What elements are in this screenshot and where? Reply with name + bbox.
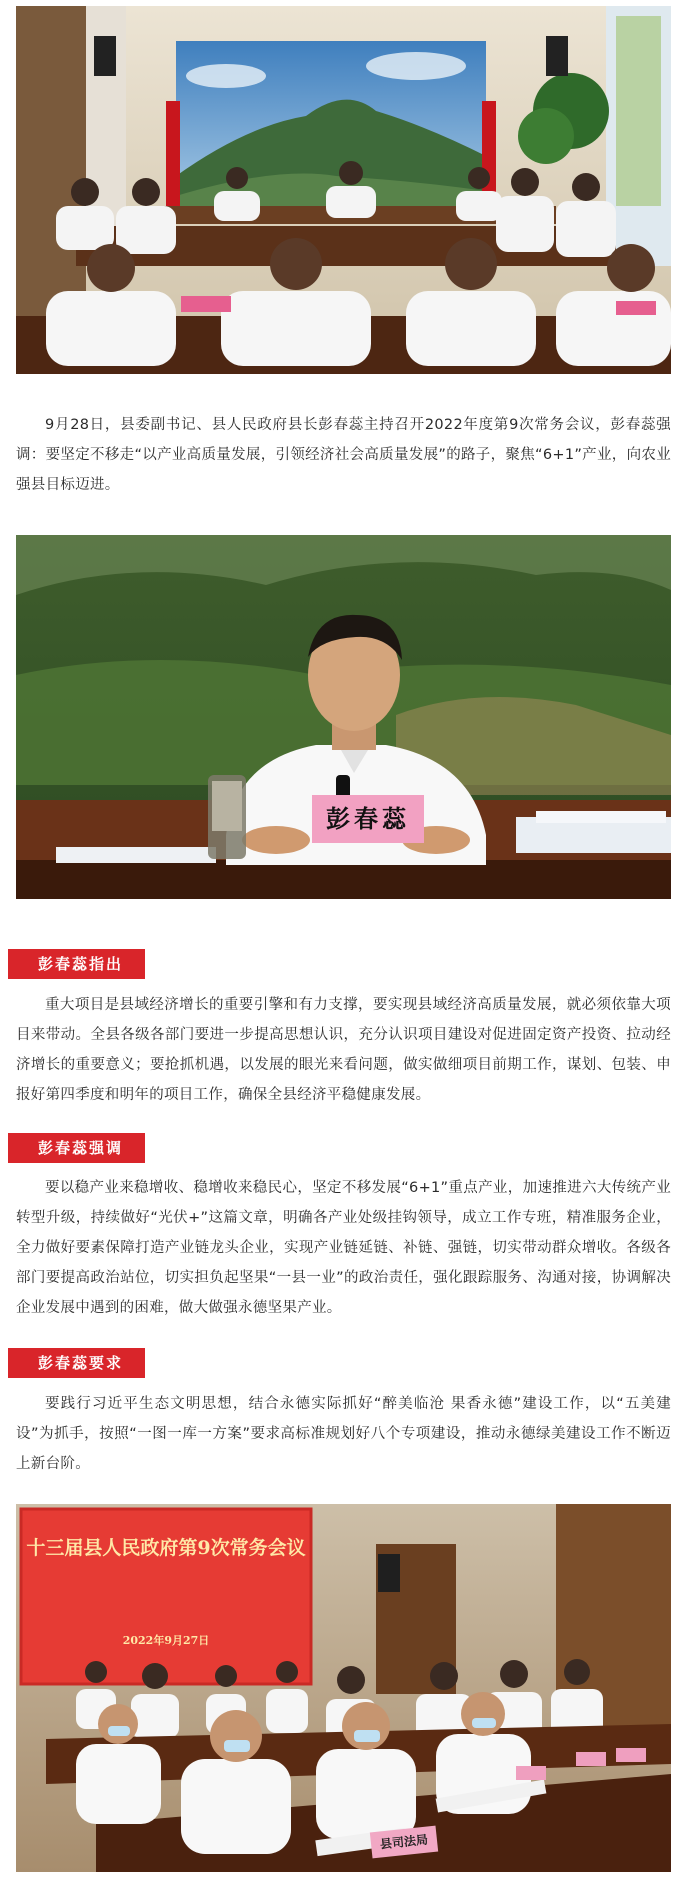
- section2-paragraph: 要以稳产业来稳增收、稳增收来稳民心，坚定不移发展“6+1”重点产业，加速推进六大传统产业转型升级，持续做好“光伏+”这篇文章，明确各产业处级挂钩领导，成立工作专班，精准服务企业，全力做好要素保障打造产业链龙头企业，实现产业链延链、补链、强链，切实带动群众增收。各级各部门要提高政治站位，切实担负起坚果“一县一业”的政治责任，强化跟踪服务、沟通对接，协调解决企业发展中遇到的困难，做大做强永德坚果产业。: [16, 1180, 671, 1316]
- section3-paragraph: 要践行习近平生态文明思想，结合永德实际抓好“醉美临沧 果香永德”建设工作，以“五美建设”为抓手，按照“一图一库一方案”要求高标准规划好八个专项建设，推动永德绿美建设工作不断迈上新台阶。: [16, 1396, 671, 1472]
- speaker-photo: [16, 535, 671, 899]
- section-tag-2: 彭春蕊强调: [8, 1133, 145, 1163]
- nameplate: 彭春蕊: [312, 795, 424, 843]
- intro-paragraph: 9月28日，县委副书记、县人民政府县长彭春蕊主持召开2022年度第9次常务会议，彭春蕊强调：要坚定不移走“以产业高质量发展，引领经济社会高质量发展”的路子，聚焦“6+1”产业，向农业强县目标迈进。: [16, 417, 671, 493]
- meeting-photo-wide: [16, 6, 671, 374]
- section-tag-3: 彭春蕊要求: [8, 1348, 145, 1378]
- meeting-photo-banner: [16, 1504, 671, 1872]
- meeting-banner-date: 2022年9月27日: [122, 1634, 210, 1647]
- section-tag-1: 彭春蕊指出: [8, 949, 145, 979]
- meeting-banner-title: 十三届县人民政府第9次常务会议: [26, 1537, 306, 1559]
- section1-paragraph: 重大项目是县域经济增长的重要引擎和有力支撑，要实现县域经济高质量发展，就必须依靠大项目来带动。全县各级各部门要进一步提高思想认识，充分认识项目建设对促进固定资产投资、拉动经济增长的重要意义；要抢抓机遇，以发展的眼光来看问题，做实做细项目前期工作，谋划、包装、申报好第四季度和明年的项目工作，确保全县经济平稳健康发展。: [16, 997, 671, 1103]
- nameplate-justice: 县司法局: [370, 1826, 438, 1859]
